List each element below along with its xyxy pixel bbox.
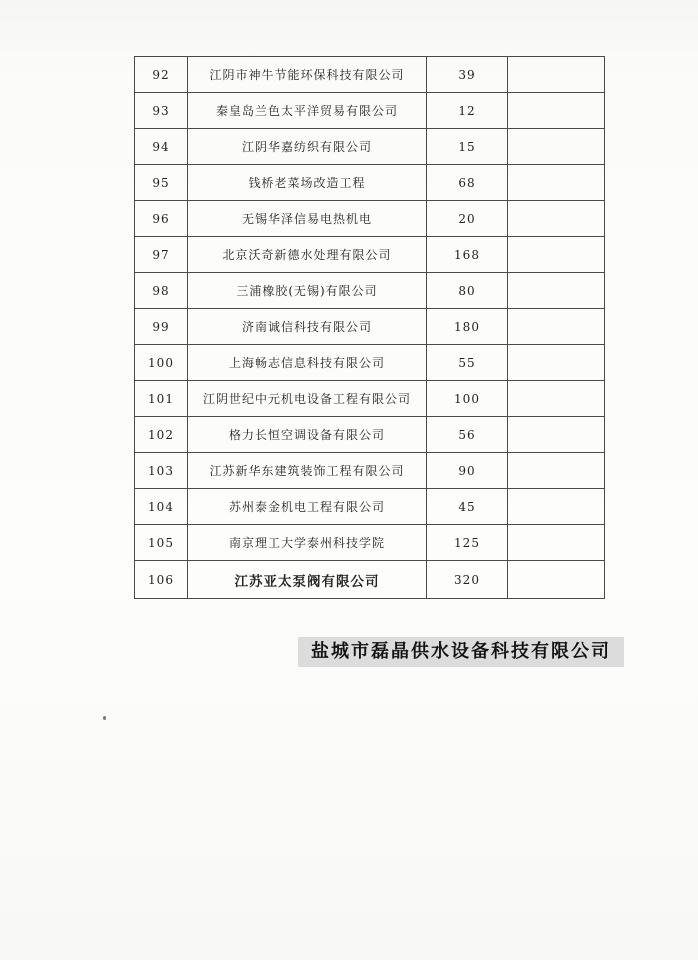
row-number-cell: 103	[135, 453, 188, 489]
quantity-cell: 68	[427, 165, 508, 201]
row-number-cell: 105	[135, 525, 188, 561]
remark-cell	[508, 525, 605, 561]
company-name-cell: 上海畅志信息科技有限公司	[188, 345, 427, 381]
table-row	[135, 129, 605, 165]
table-row	[135, 525, 605, 561]
quantity-cell: 168	[427, 237, 508, 273]
table-row	[135, 201, 605, 237]
row-number-cell: 101	[135, 381, 188, 417]
company-name-cell: 秦皇岛兰色太平洋贸易有限公司	[188, 93, 427, 129]
table-row	[135, 273, 605, 309]
table-row	[135, 309, 605, 345]
row-number-cell: 97	[135, 237, 188, 273]
table-row	[135, 93, 605, 129]
customer-table-body	[135, 57, 605, 599]
remark-cell	[508, 489, 605, 525]
quantity-cell: 39	[427, 57, 508, 93]
company-name-stamp: 盐城市磊晶供水设备科技有限公司	[298, 637, 624, 667]
row-number-cell: 102	[135, 417, 188, 453]
company-name-cell: 江阴市神牛节能环保科技有限公司	[188, 57, 427, 93]
quantity-cell: 20	[427, 201, 508, 237]
remark-cell	[508, 129, 605, 165]
quantity-cell: 100	[427, 381, 508, 417]
company-name-cell: 钱桥老菜场改造工程	[188, 165, 427, 201]
row-number-cell: 93	[135, 93, 188, 129]
remark-cell	[508, 201, 605, 237]
quantity-cell: 320	[427, 561, 508, 599]
quantity-cell: 15	[427, 129, 508, 165]
remark-cell	[508, 93, 605, 129]
company-name-cell: 苏州泰金机电工程有限公司	[188, 489, 427, 525]
table-row	[135, 453, 605, 489]
quantity-cell: 180	[427, 309, 508, 345]
table-row	[135, 165, 605, 201]
table-row	[135, 489, 605, 525]
quantity-cell: 90	[427, 453, 508, 489]
row-number-cell: 104	[135, 489, 188, 525]
remark-cell	[508, 345, 605, 381]
company-name-cell: 格力长恒空调设备有限公司	[188, 417, 427, 453]
remark-cell	[508, 57, 605, 93]
company-name-cell: 江苏亚太泵阀有限公司	[188, 561, 427, 599]
company-name-cell: 济南诚信科技有限公司	[188, 309, 427, 345]
remark-cell	[508, 309, 605, 345]
quantity-cell: 56	[427, 417, 508, 453]
remark-cell	[508, 381, 605, 417]
remark-cell	[508, 273, 605, 309]
company-name-cell: 江阴世纪中元机电设备工程有限公司	[188, 381, 427, 417]
company-name-cell: 江苏新华东建筑装饰工程有限公司	[188, 453, 427, 489]
company-name-cell: 无锡华泽信易电热机电	[188, 201, 427, 237]
row-number-cell: 100	[135, 345, 188, 381]
scan-speck	[103, 716, 106, 720]
customer-table	[134, 56, 605, 599]
quantity-cell: 12	[427, 93, 508, 129]
row-number-cell: 95	[135, 165, 188, 201]
row-number-cell: 92	[135, 57, 188, 93]
row-number-cell: 94	[135, 129, 188, 165]
row-number-cell: 106	[135, 561, 188, 599]
remark-cell	[508, 237, 605, 273]
company-name-cell: 北京沃奇新德水处理有限公司	[188, 237, 427, 273]
remark-cell	[508, 165, 605, 201]
table-row	[135, 237, 605, 273]
remark-cell	[508, 561, 605, 599]
row-number-cell: 99	[135, 309, 188, 345]
quantity-cell: 45	[427, 489, 508, 525]
quantity-cell: 125	[427, 525, 508, 561]
table-row	[135, 381, 605, 417]
remark-cell	[508, 453, 605, 489]
remark-cell	[508, 417, 605, 453]
table-row	[135, 57, 605, 93]
table-row	[135, 345, 605, 381]
table-row	[135, 417, 605, 453]
table-row	[135, 561, 605, 599]
quantity-cell: 55	[427, 345, 508, 381]
company-name-cell: 江阴华嘉纺织有限公司	[188, 129, 427, 165]
quantity-cell: 80	[427, 273, 508, 309]
company-name-cell: 三浦橡胶(无锡)有限公司	[188, 273, 427, 309]
row-number-cell: 98	[135, 273, 188, 309]
company-name-cell: 南京理工大学泰州科技学院	[188, 525, 427, 561]
row-number-cell: 96	[135, 201, 188, 237]
